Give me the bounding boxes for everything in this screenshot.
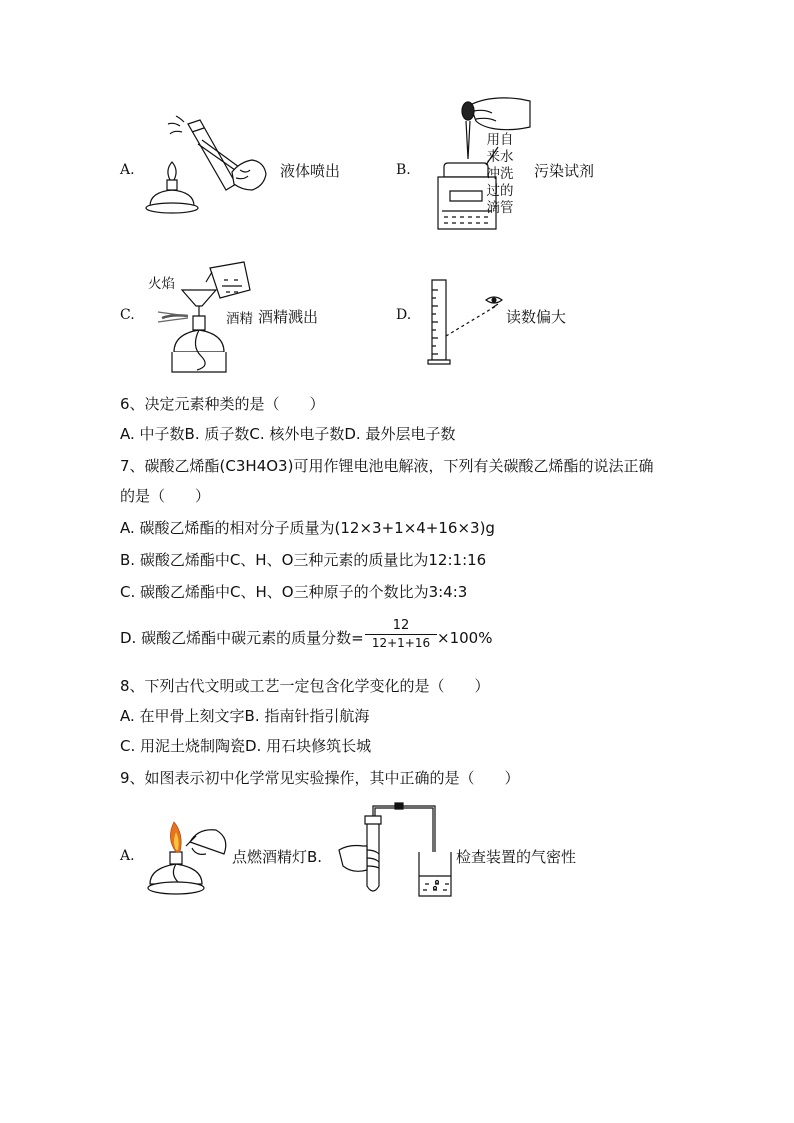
q7-option-c: C. 碳酸乙烯酯中C、H、O三种原子的个数比为3:4:3 (120, 583, 468, 601)
q5-caption-a: 液体喷出 (280, 162, 341, 180)
q5-option-b-letter: B. (396, 162, 411, 178)
q7-stem-line-1: 7、碳酸乙烯酯(C3H4O3)可用作锂电池电解液，下列有关碳酸乙烯酯的说法正确 (120, 457, 654, 475)
q7-option-d-prefix: D. 碳酸乙烯酯中碳元素的质量分数= (120, 629, 364, 647)
q7-option-d-suffix: ×100% (437, 629, 493, 647)
q5-b-side-line-1: 用自 (486, 132, 514, 148)
q5-b-side-text (484, 132, 516, 217)
q5-caption-c: 酒精溅出 (258, 308, 319, 326)
q9-figure-a-lighting-lamp (146, 808, 236, 898)
q5-figure-d-graduated-cylinder (426, 278, 516, 368)
q5-option-c-letter: C. (120, 307, 135, 323)
q7-option-a: A. 碳酸乙烯酯的相对分子质量为(12×3+1×4+16×3)g (120, 519, 495, 537)
q8-stem: 8、下列古代文明或工艺一定包含化学变化的是（ ） (120, 677, 490, 695)
q8-options-line-1: A. 在甲骨上刻文字B. 指南针指引航海 (120, 707, 370, 725)
q5-b-side-line-4: 过的 (486, 183, 514, 199)
q8-options-line-2: C. 用泥土烧制陶瓷D. 用石块修筑长城 (120, 737, 372, 755)
q7-stem-line-2: 的是（ ） (120, 487, 211, 505)
q7-d-numerator: 12 (365, 618, 437, 635)
q5-b-side-line-5: 滴管 (486, 200, 514, 216)
q9-caption-a: 点燃酒精灯B. (232, 848, 323, 866)
q9-stem: 9、如图表示初中化学常见实验操作，其中正确的是（ ） (120, 769, 520, 787)
q7-option-b: B. 碳酸乙烯酯中C、H、O三种元素的质量比为12:1:16 (120, 551, 487, 569)
q5-caption-d: 读数偏大 (506, 308, 567, 326)
q7-option-d-fraction (365, 618, 437, 650)
q6-options: A. 中子数B. 质子数C. 核外电子数D. 最外层电子数 (120, 425, 456, 443)
q5-b-side-line-2: 来水 (486, 149, 514, 165)
q9-figure-b-airtightness-check (335, 800, 465, 900)
q5-caption-b: 污染试剂 (534, 162, 595, 180)
q9-caption-b: 检查装置的气密性 (456, 848, 577, 866)
q5-figure-a-heating-liquid (140, 118, 270, 218)
q7-d-denominator: 12+1+16 (371, 636, 431, 650)
q5-b-side-line-3: 冲洗 (486, 166, 514, 182)
q5-option-d-letter: D. (396, 307, 412, 323)
q5-option-a-letter: A. (120, 162, 135, 178)
q6-stem: 6、决定元素种类的是（ ） (120, 395, 325, 413)
q9-option-a-letter: A. (120, 848, 135, 864)
q5-c-label-alcohol: 酒精 (226, 311, 253, 327)
q5-c-label-flame: 火焰 (148, 276, 175, 292)
